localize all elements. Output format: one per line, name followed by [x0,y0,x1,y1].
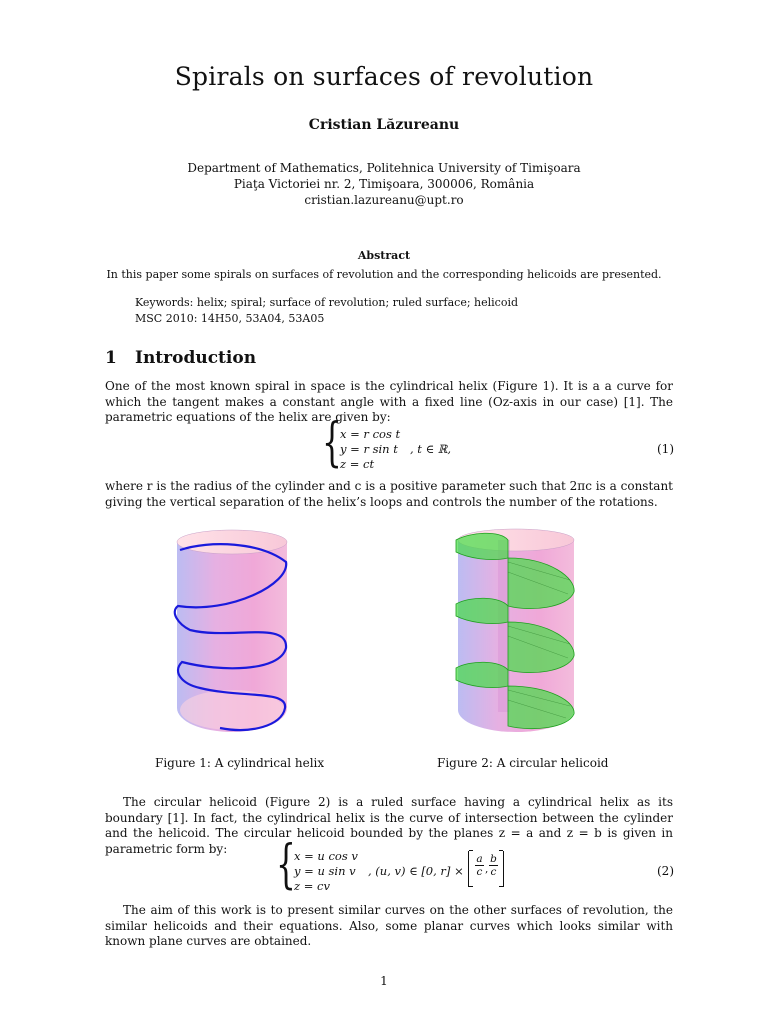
keywords: Keywords: helix; spiral; surface of revolution; ruled surface; helicoid [135,296,519,309]
affiliation-department: Department of Mathematics, Politehnica University of Timişoara [187,161,581,175]
equation-2-system [294,849,358,894]
equation-2 [276,835,682,895]
equation-1-line: x = r cos t [340,427,401,441]
page-number: 1 [380,974,388,988]
paragraph-helix-params: where r is the radius of the cylinder and c is a positive parameter such that 2πc is a constant giving the vertical separation of the helix’s loops and controls the number of the rotations. [105,479,673,509]
abstract-text: In this paper some spirals on surfaces of revolution and the corresponding helicoids are presented. [106,268,662,281]
equation-2-number: (2) [657,864,674,878]
equation-1-system [340,427,400,472]
equation-2-frac-a: a c [476,853,483,878]
equation-2-interval: a c , b c [468,851,504,887]
paragraph-intro: One of the most known spiral in space is the cylindrical helix (Figure 1). It is a a curve for which the tangent makes a constant angle with a fixed line (Oz-axis in our case) [1]. The parametric equations of the helix are given by: [105,379,673,425]
equation-1-line: y = r sin t [340,442,398,456]
figure-1-caption: Figure 1: A cylindrical helix [155,756,325,770]
equation-1-brace: { [322,413,342,473]
equation-2-condition: , (u, v) ∈ [0, r] × [368,864,464,878]
msc-codes: MSC 2010: 14H50, 53A04, 53A05 [135,312,325,325]
equation-1 [322,413,682,473]
equation-2-line: z = cv [294,879,330,893]
author-name: Cristian Lăzureanu [308,117,460,133]
equation-2-brace: { [276,835,296,895]
section-title: Introduction [135,348,257,368]
equation-2-line: x = u cos v [294,849,358,863]
paper-title: Spirals on surfaces of revolution [174,62,594,91]
affiliation-email: cristian.lazureanu@upt.ro [304,193,464,207]
figures-panel [150,522,620,740]
section-heading [105,348,256,368]
section-number: 1 [105,348,117,368]
abstract-heading: Abstract [357,249,411,262]
equation-2-frac-b: b c [490,853,497,878]
equation-1-line: z = ct [340,457,375,471]
affiliation [0,160,768,208]
paragraph-helicoid: The circular helicoid (Figure 2) is a ruled surface having a cylindrical helix as its boundary [1]. In fact, the cylindrical helix is the curve of intersection between the cylinder and the helicoid. The circular helicoid bounded by the planes z = a and z = b is given in parametric form by: [105,795,673,856]
equation-1-number: (1) [657,442,674,456]
equation-1-condition: , t ∈ ℝ, [410,442,451,456]
figure-2-caption: Figure 2: A circular helicoid [437,756,609,770]
paragraph-aim: The aim of this work is to present similar curves on the other surfaces of revolution, the similar helicoids and their equations. Also, some planar curves which looks similar with known plane curves are obtained. [105,903,673,949]
affiliation-address: Piaţa Victoriei nr. 2, Timişoara, 300006, România [233,177,535,191]
equation-2-line: y = u sin v [294,864,356,878]
